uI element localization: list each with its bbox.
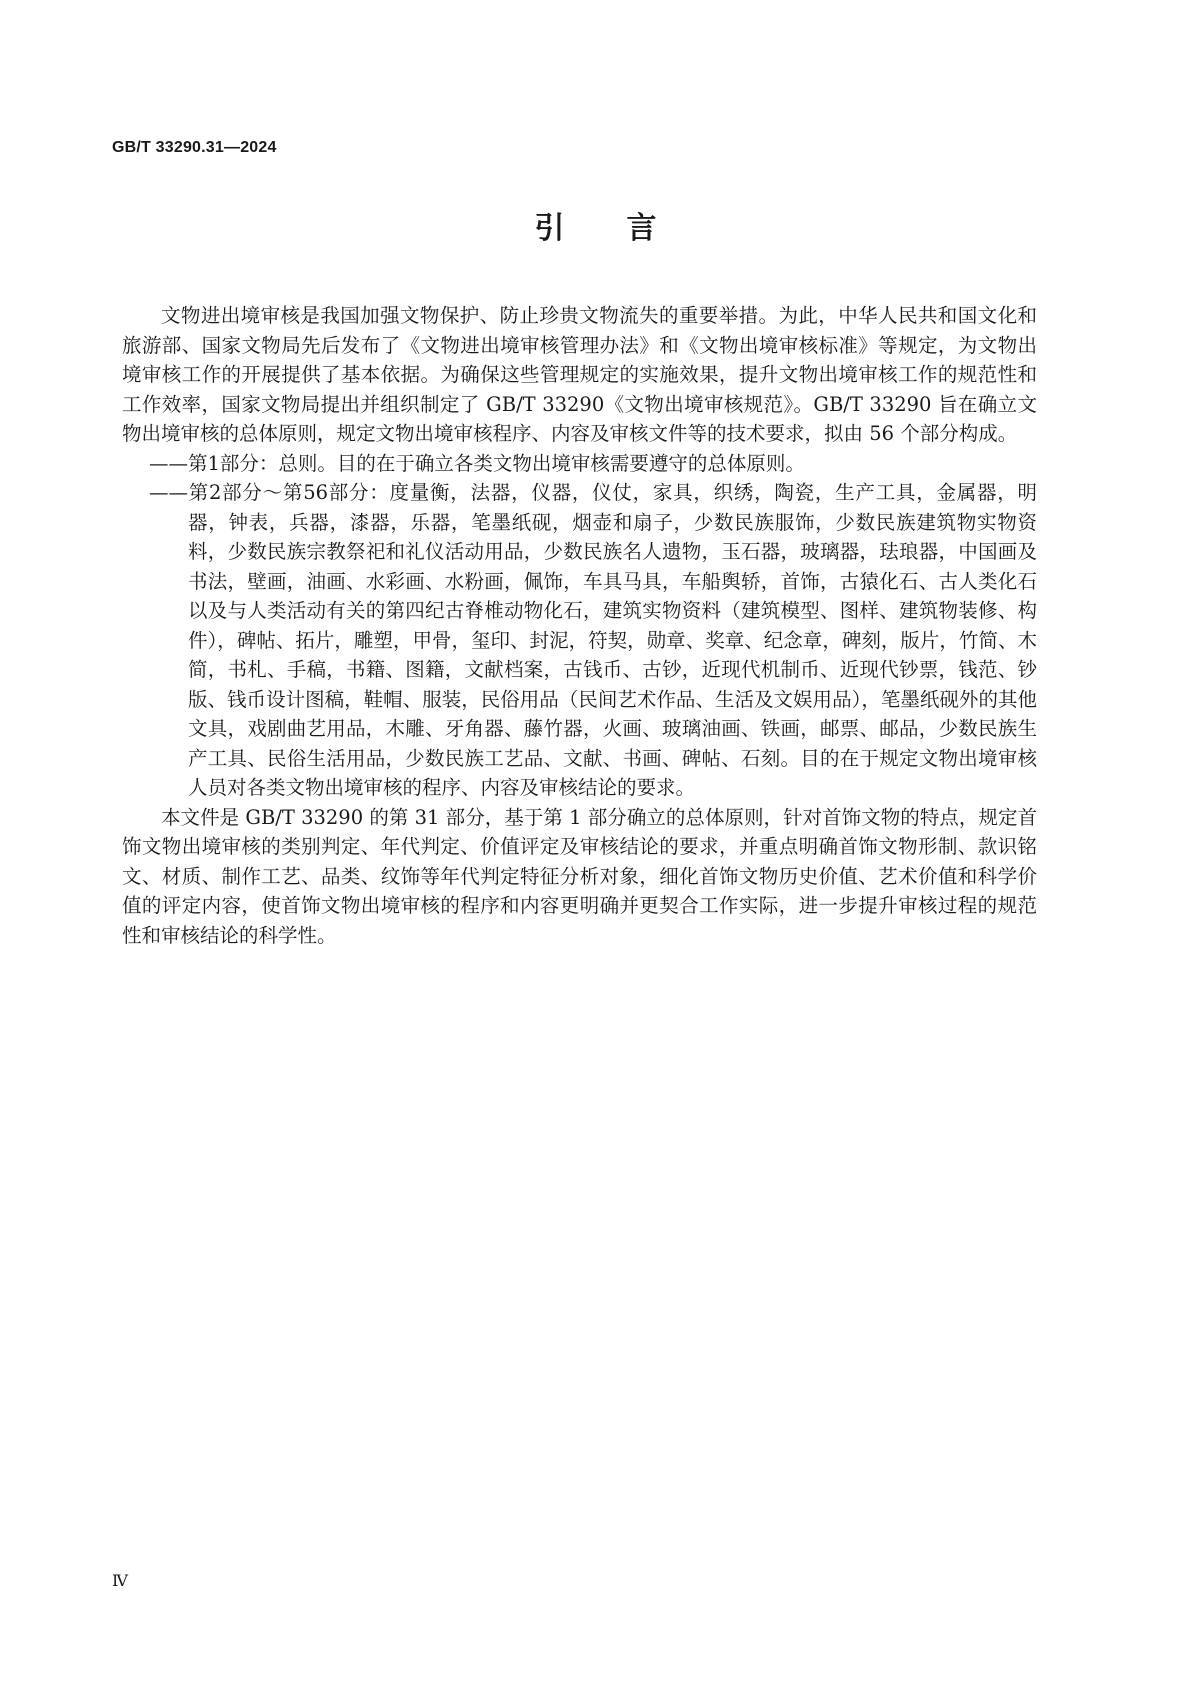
page-number: Ⅳ: [112, 1571, 128, 1590]
list-item-part-1: ——第1部分：总则。目的在于确立各类文物出境审核需要遵守的总体原则。: [149, 451, 805, 475]
page-title: 引言: [534, 211, 719, 246]
intro-paragraph: 文物进出境审核是我国加强文物保护、防止珍贵文物流失的重要举措。为此，中华人民共和国文化和旅游部、国家文物局先后发布了《文物进出境审核管理办法》和《文物出境审核标准》等规定，为文物出境审核工作的开展提供了基本依据。为确保这些管理规定的实施效果，提升文物出境审核工作的规范性和工作效率，国家文物局提出并组织制定了 GB/T 33290《文物出境审核规范》。GB/T 33290 旨在确立文物出境审核的总体原则，规定文物出境审核程序、内容及审核文件等的技术要求，拟由 56 个部分构成。: [122, 304, 1037, 445]
document-body: [122, 301, 1037, 950]
list-item-parts-2-56: ——第2部分～第56部分：度量衡，法器，仪器，仪仗，家具，织绣，陶瓷，生产工具，金属器，明器，钟表，兵器，漆器，乐器，笔墨纸砚，烟壶和扇子，少数民族服饰，少数民族建筑物实物资料，少数民族宗教祭祀和礼仪活动用品，少数民族名人遗物，玉石器，玻璃器，珐琅器，中国画及书法，壁画，油画、水彩画、水粉画，佩饰，车具马具，车船舆轿，首饰，古猿化石、古人类化石以及与人类活动有关的第四纪古脊椎动物化石，建筑实物资料（建筑模型、图样、建筑物装修、构件），碑帖、拓片，雕塑，甲骨，玺印、封泥，符契，勋章、奖章、纪念章，碑刻，版片，竹简、木简，书札、手稿，书籍、图籍，文献档案，古钱币、古钞，近现代机制币、近现代钞票，钱范、钞版、钱币设计图稿，鞋帽、服装，民俗用品（民间艺术作品、生活及文娱用品），笔墨纸砚外的其他文具，戏剧曲艺用品，木雕、牙角器、藤竹器，火画、玻璃油画、铁画，邮票、邮品，少数民族生产工具、民俗生活用品，少数民族工艺品、文献、书画、碑帖、石刻。目的在于规定文物出境审核人员对各类文物出境审核的程序、内容及审核结论的要求。: [149, 481, 1037, 799]
standard-code: GB/T 33290.31—2024: [112, 139, 277, 156]
scope-paragraph: 本文件是 GB/T 33290 的第 31 部分，基于第 1 部分确立的总体原则，针对首饰文物的特点，规定首饰文物出境审核的类别判定、年代判定、价值评定及审核结论的要求，并重点明确首饰文物形制、款识铭文、材质、制作工艺、品类、纹饰等年代判定特征分析对象，细化首饰文物历史价值、艺术价值和科学价值的评定内容，使首饰文物出境审核的程序和内容更明确并更契合工作实际，进一步提升审核过程的规范性和审核结论的科学性。: [122, 805, 1037, 947]
